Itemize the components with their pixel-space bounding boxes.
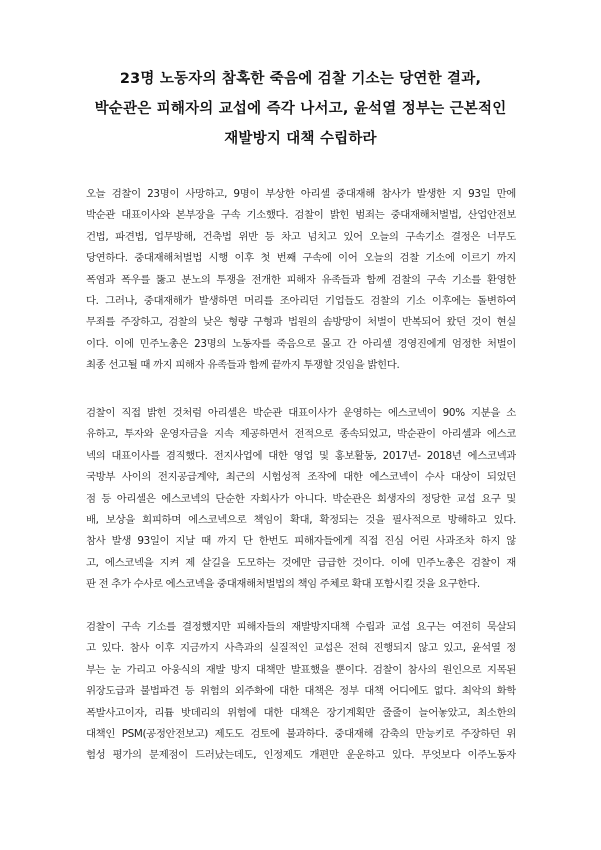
paragraph-escornek-responsibility bbox=[86, 403, 516, 596]
paragraph-line: 배, 보상을 회피하며 에스코넥으로 책임이 확대, 확정되는 것을 필사적으로 방해하고 있다. bbox=[86, 514, 516, 527]
paragraph-line: 유하고, 투자와 운영자금을 지속 제공하면서 전적으로 종속되었고, 박순관이 아리셀과 에스코 bbox=[86, 428, 516, 441]
paragraph-prevention-measures bbox=[86, 617, 516, 767]
paragraph-line: 위장도급과 불법파견 등 위험의 외주화에 대한 대책은 정부 대책 어디에도 없다. 최악의 화학 bbox=[86, 685, 516, 698]
paragraph-line: 참사 발생 93일이 지날 때 까지 단 한번도 피해자들에게 직접 진심 어린 사과조차 하지 않 bbox=[86, 535, 516, 548]
paragraph-line: 오늘 검찰이 23명이 사망하고, 9명이 부상한 아리셀 중대재해 참사가 발생한 지 93일 만에 bbox=[86, 188, 516, 200]
paragraph-line: 부는 눈 가리고 아웅식의 재발 방지 대책만 발표했을 뿐이다. 검찰이 참사의 원인으로 지목된 bbox=[86, 663, 516, 676]
paragraph-line: 폭발사고이자, 리튬 밧데리의 위험에 대한 대책은 장기계획만 줄줄이 늘어놓았고, 최소한의 bbox=[86, 706, 516, 719]
paragraph-line: 최종 선고될 때 까지 피해자 유족들과 함께 끝까지 투쟁할 것임을 밝힌다. bbox=[86, 359, 400, 372]
paragraph-line: 넥의 대표이사를 겸직했다. 전지사업에 대한 영업 및 홍보활동, 2017년- 2018년 에스코넥과 bbox=[86, 449, 516, 462]
paragraph-line: 무죄를 주장하고, 검찰의 낮은 형량 구형과 법원의 솜방망이 처벌이 반복되어 왔던 것이 현실 bbox=[86, 316, 516, 329]
paragraph-line: 고, 에스코넥을 지켜 제 살길을 도모하는 것에만 급급한 것이다. 이에 민주노총은 검찰이 재 bbox=[86, 556, 516, 569]
paragraph-line: 당연하다. 중대재해처벌법 시행 이후 첫 번째 구속에 이어 오늘의 검찰 기소에 이르기 까지 bbox=[86, 252, 516, 265]
title-line: 재발방지 대책 수립하라 bbox=[224, 131, 377, 147]
paragraph-line: 국방부 사이의 전지공급계약, 최근의 시험성적 조작에 대한 에스코넥이 수사 대상이 되었던 bbox=[86, 471, 516, 484]
paragraph-line: 폭염과 폭우를 뚫고 분노의 투쟁을 전개한 피해자 유족들과 함께 검찰의 구속 기소를 환영한 bbox=[86, 273, 516, 286]
document-title bbox=[40, 64, 561, 154]
paragraph-line: 검찰이 직접 밝힌 것처럼 아리셀은 박순관 대표이사가 운영하는 에스코넥이 90% 지분을 소 bbox=[86, 407, 516, 419]
title-line: 23명 노동자의 참혹한 죽음에 검찰 기소는 당연한 결과, bbox=[119, 71, 482, 87]
paragraph-line: 건법, 파견법, 업무방해, 건축법 위반 등 차고 넘치고 있어 오늘의 구속기소 결정은 너무도 bbox=[86, 230, 516, 243]
paragraph-line: 이다. 이에 민주노총은 23명의 노동자를 죽음으로 몰고 간 아리셀 경영진에게 엄정한 처벌이 bbox=[86, 337, 516, 350]
paragraph-line: 점 등 아리셀은 에스코넥의 단순한 자회사가 아니다. 박순관은 희생자의 정당한 교섭 요구 및 bbox=[86, 492, 516, 505]
paragraph-line: 대책인 PSM(공정안전보고) 제도도 검토에 불과하다. 중대재해 감축의 만능키로 주장하던 위 bbox=[86, 728, 516, 741]
paragraph-line: 다. 그러나, 중대재해가 발생하면 머리를 조아리던 기업들도 검찰의 기소 이후에는 돌변하여 bbox=[86, 295, 516, 308]
title-line: 박순관은 피해자의 교섭에 즉각 나서고, 윤석열 정부는 근본적인 bbox=[94, 101, 507, 117]
paragraph-indictment-statement bbox=[86, 184, 516, 377]
paragraph-line: 험성 평가의 문제점이 드러났는데도, 인정제도 개편만 운운하고 있다. 무엇보다 이주노동자 bbox=[86, 749, 516, 762]
paragraph-line: 고 있다. 참사 이후 지금까지 사측과의 실질적인 교섭은 전혀 진행되지 않고 있고, 윤석열 정 bbox=[86, 642, 516, 655]
paragraph-line: 박순관 대표이사와 본부장을 구속 기소했다. 검찰이 밝힌 범죄는 중대재해처벌법, 산업안전보 bbox=[86, 209, 516, 222]
paragraph-line: 검찰이 구속 기소를 결정했지만 피해자들의 재발방지대책 수립과 교섭 요구는 여전히 묵살되 bbox=[86, 621, 516, 633]
paragraph-line: 판 전 추가 수사로 에스코넥을 중대재해처벌법의 책임 주체로 확대 포함시킬 것을 요구한다. bbox=[86, 578, 480, 591]
